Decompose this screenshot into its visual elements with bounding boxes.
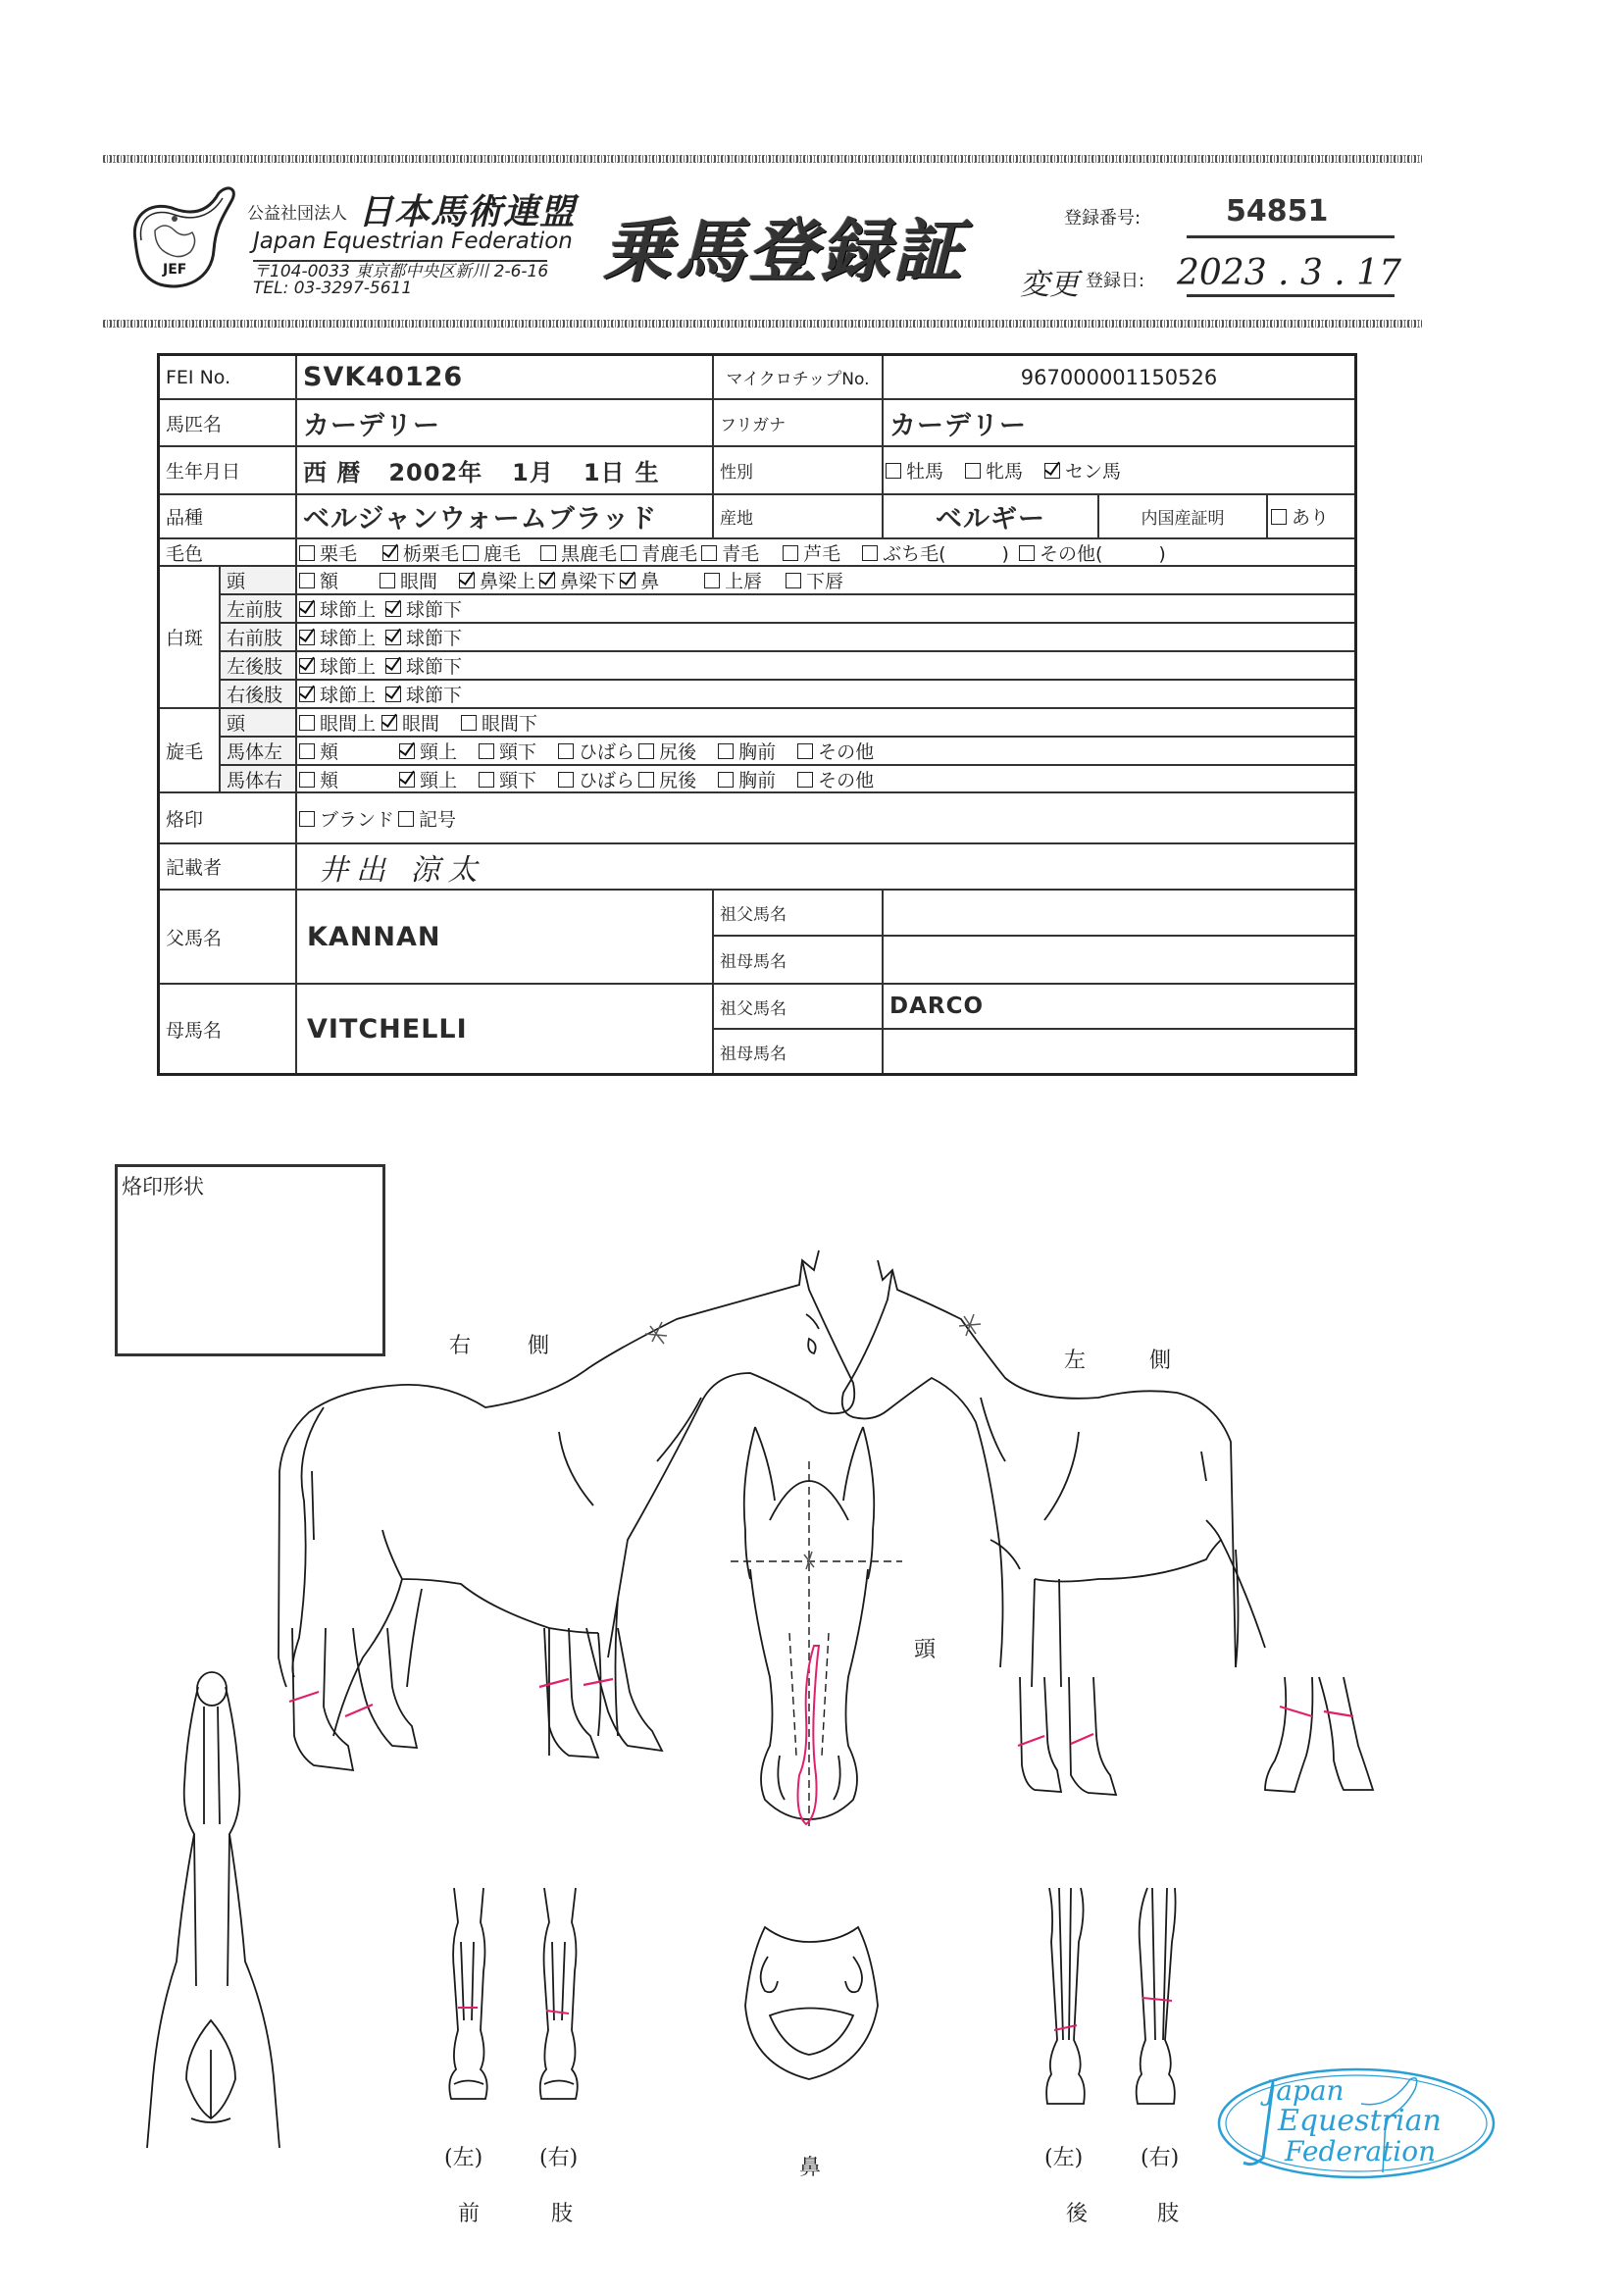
forelimb-left-label: (左) — [444, 2146, 483, 2170]
birth-label: 生年月日 — [160, 447, 297, 495]
whorl-option[interactable]: ひばら — [558, 766, 634, 792]
checked-checkbox-icon — [385, 658, 401, 674]
white-marks-part: 右後肢 — [221, 681, 297, 709]
dam-granddam-label: 祖母馬名 — [714, 1030, 884, 1073]
head-front-diagram — [726, 1422, 892, 1834]
whorl-option[interactable]: 眼間下 — [461, 709, 537, 736]
whorl-option[interactable]: 尻後 — [638, 738, 696, 764]
microchip-label: マイクロチップNo. — [714, 356, 884, 400]
forelimbs-diagram — [446, 1883, 593, 2109]
sire-grandsire-value — [884, 891, 1354, 937]
checkbox-icon — [965, 463, 981, 479]
color-option[interactable]: 鹿毛 — [463, 539, 521, 566]
checkbox-icon — [461, 715, 477, 731]
fei-value: SVK40126 — [297, 356, 714, 400]
whorl-option[interactable]: 頬 — [299, 766, 338, 792]
mark-option[interactable]: 球節上 — [299, 681, 376, 707]
checkbox-icon — [299, 772, 315, 788]
white-marks-part: 頭 — [221, 567, 297, 595]
microchip-value: 967000001150526 — [884, 356, 1354, 400]
mark-option[interactable]: 球節下 — [385, 681, 462, 707]
domestic-option[interactable]: あり — [1268, 495, 1354, 539]
checkbox-icon — [299, 715, 315, 731]
color-option[interactable]: 黒鹿毛 — [540, 539, 617, 566]
checkbox-icon — [299, 573, 315, 588]
whorls-left-options — [297, 738, 1354, 766]
dam-value: VITCHELLI — [297, 985, 714, 1073]
sire-granddam-value — [884, 937, 1354, 985]
checkbox-icon — [718, 772, 734, 788]
mark-option[interactable]: 鼻梁上 — [459, 567, 535, 593]
brand-label: 烙印 — [160, 793, 297, 844]
name-value: カーデリー — [297, 400, 714, 447]
head-label: 頭 — [914, 1638, 937, 1662]
hindlimb-caption-2: 肢 — [1157, 2202, 1180, 2226]
whorl-option[interactable]: その他 — [797, 738, 874, 764]
mark-option[interactable]: 鼻梁下 — [539, 567, 616, 593]
sex-options — [884, 447, 1354, 495]
checked-checkbox-icon — [299, 601, 315, 617]
whorl-option[interactable]: 胸前 — [718, 738, 776, 764]
brand-options — [297, 793, 1354, 844]
checkbox-icon — [704, 573, 720, 588]
reg-date-underline — [1187, 294, 1395, 297]
whorl-option[interactable]: 頸上 — [399, 738, 457, 764]
left-side-horse-legs — [1000, 1667, 1373, 1814]
birth-value — [297, 447, 714, 495]
furigana-label: フリガナ — [714, 400, 884, 447]
org-tel: TEL: 03-3297-5611 — [253, 279, 413, 298]
dam-granddam-value — [884, 1030, 1354, 1073]
white-marks-part: 左前肢 — [221, 595, 297, 624]
checked-checkbox-icon — [385, 601, 401, 617]
sex-label: 性別 — [714, 447, 884, 495]
white-marks-label: 白斑 — [160, 567, 221, 709]
checkbox-icon — [786, 573, 801, 588]
checkbox-icon — [797, 743, 813, 759]
color-options — [297, 539, 1354, 567]
whorl-option[interactable]: 胸前 — [718, 766, 776, 792]
color-option[interactable]: 栗毛 — [299, 539, 357, 566]
dam-grandsire-label: 祖父馬名 — [714, 985, 884, 1030]
checkbox-icon — [638, 772, 654, 788]
hindlimb-right-label: (右) — [1141, 2146, 1180, 2170]
mark-option[interactable]: 球節下 — [385, 624, 462, 650]
checkbox-icon — [398, 811, 414, 827]
whorls-head-options — [297, 709, 1354, 738]
reg-number-label: 登録番号: — [1064, 208, 1142, 229]
reg-number-underline — [1187, 235, 1395, 238]
checkbox-icon — [718, 743, 734, 759]
stamp-line-2: Equestrian — [1278, 2104, 1442, 2138]
recorder-signature: 井出 涼太 — [297, 844, 1354, 891]
checked-checkbox-icon — [299, 630, 315, 645]
checked-checkbox-icon — [620, 573, 635, 588]
color-option[interactable]: 青鹿毛 — [621, 539, 697, 566]
whorls-part: 馬体左 — [221, 738, 297, 766]
checkbox-icon — [862, 545, 878, 561]
mark-option[interactable]: 鼻 — [620, 567, 659, 593]
bottom-decorative-border — [103, 320, 1422, 328]
checkbox-icon — [299, 743, 315, 759]
logo-text: JEF — [163, 262, 187, 278]
mark-option[interactable]: 球節上 — [299, 624, 376, 650]
color-option[interactable]: 青毛 — [701, 539, 759, 566]
checked-checkbox-icon — [381, 715, 397, 731]
right-side-horse-legs — [275, 1618, 686, 1795]
whorl-option[interactable]: 眼間 — [381, 709, 439, 736]
checkbox-icon — [1271, 509, 1287, 525]
color-option[interactable]: その他( ) — [1019, 539, 1166, 566]
birth-year: 2002年 — [388, 459, 483, 486]
mark-option[interactable]: 眼間 — [380, 567, 437, 593]
sire-grandsire-label: 祖父馬名 — [714, 891, 884, 937]
birth-era: 西 暦 — [303, 459, 362, 486]
breed-label: 品種 — [160, 495, 297, 539]
white-marks-rf-options — [297, 624, 1354, 652]
mark-option[interactable]: 球節上 — [299, 652, 376, 679]
jef-stamp — [1214, 2065, 1498, 2182]
mark-option[interactable]: 球節上 — [299, 595, 376, 622]
checkbox-icon — [299, 811, 315, 827]
left-side-label-1: 左 — [1064, 1349, 1087, 1373]
sire-value: KANNAN — [297, 891, 714, 985]
checkbox-icon — [479, 743, 494, 759]
change-mark: 変更 — [1020, 268, 1079, 302]
checkbox-icon — [558, 772, 574, 788]
whorls-part: 頭 — [221, 709, 297, 738]
stamp-line-3: Federation — [1285, 2135, 1437, 2167]
white-marks-part: 右前肢 — [221, 624, 297, 652]
furigana-value: カーデリー — [884, 400, 1354, 447]
hindlimb-left-label: (左) — [1044, 2146, 1084, 2170]
org-address: 〒104-0033 東京都中央区新川 2-6-16 — [253, 262, 549, 281]
color-option[interactable]: ぶち毛( ) — [862, 539, 1009, 566]
hindlimb-caption-1: 後 — [1066, 2202, 1089, 2226]
checkbox-icon — [797, 772, 813, 788]
birth-day: 1日 — [583, 459, 626, 486]
mark-option[interactable]: 球節下 — [385, 652, 462, 679]
breed-value: ベルジャンウォームブラッド — [297, 495, 714, 539]
whorl-option[interactable]: 頸下 — [479, 738, 536, 764]
top-decorative-border — [103, 155, 1422, 163]
right-side-label-2: 側 — [528, 1334, 550, 1358]
white-marks-lh-options — [297, 652, 1354, 681]
checkbox-icon — [621, 545, 636, 561]
dam-label: 母馬名 — [160, 985, 297, 1073]
right-side-label-1: 右 — [449, 1334, 472, 1358]
mark-option[interactable]: 球節下 — [385, 595, 462, 622]
jef-logo — [126, 181, 243, 294]
whorl-option[interactable]: 眼間上 — [299, 709, 376, 736]
checked-checkbox-icon — [385, 630, 401, 645]
checked-checkbox-icon — [382, 545, 398, 561]
checked-checkbox-icon — [299, 658, 315, 674]
birth-suffix: 生 — [634, 459, 660, 486]
white-marks-lf-options — [297, 595, 1354, 624]
reg-date-label: 登録日: — [1086, 271, 1145, 291]
reg-number-value: 54851 — [1226, 194, 1329, 229]
checked-checkbox-icon — [399, 772, 415, 788]
white-marks-head-options — [297, 567, 1354, 595]
org-name-en: Japan Equestrian Federation — [253, 229, 573, 254]
reg-date-value: 2023 . 3 . 17 — [1177, 253, 1401, 293]
brand-option[interactable]: ブランド — [299, 805, 394, 832]
color-option[interactable]: 芦毛 — [783, 539, 840, 566]
brand-option[interactable]: 記号 — [398, 805, 456, 832]
sire-granddam-label: 祖母馬名 — [714, 937, 884, 985]
color-option[interactable]: 栃栗毛 — [382, 539, 459, 566]
checked-checkbox-icon — [459, 573, 475, 588]
checkbox-icon — [540, 545, 556, 561]
mark-option[interactable]: 上唇 — [704, 567, 762, 593]
sire-label: 父馬名 — [160, 891, 297, 985]
checkbox-icon — [299, 545, 315, 561]
checked-checkbox-icon — [399, 743, 415, 759]
forelimb-right-label: (右) — [539, 2146, 579, 2170]
org-name-jp: 日本馬術連盟 — [358, 192, 577, 232]
whorls-label: 旋毛 — [160, 709, 221, 793]
domestic-label: 内国産証明 — [1099, 495, 1268, 539]
whorl-option[interactable]: 頸上 — [399, 766, 457, 792]
nose-diagram — [740, 1917, 888, 2084]
checkbox-icon — [479, 772, 494, 788]
top-view-diagram — [147, 1657, 294, 2148]
name-label: 馬匹名 — [160, 400, 297, 447]
dam-grandsire-value: DARCO — [884, 985, 1354, 1030]
whorl-option[interactable]: 頸下 — [479, 766, 536, 792]
color-label: 毛色 — [160, 539, 297, 567]
forelimb-caption-1: 前 — [458, 2202, 481, 2226]
whorl-option[interactable]: ひばら — [558, 738, 634, 764]
checkbox-icon — [886, 463, 901, 479]
white-marks-part: 左後肢 — [221, 652, 297, 681]
checkbox-icon — [701, 545, 717, 561]
origin-value: ベルギー — [884, 495, 1099, 539]
checkbox-icon — [1019, 545, 1035, 561]
checked-checkbox-icon — [539, 573, 555, 588]
sex-option-stallion[interactable]: 牡馬 — [886, 457, 943, 484]
document-title: 乗馬登録証 — [603, 211, 966, 291]
checked-checkbox-icon — [1044, 463, 1060, 479]
checked-checkbox-icon — [385, 687, 401, 702]
sex-option-mare[interactable]: 牝馬 — [965, 457, 1023, 484]
recorder-label: 記載者 — [160, 844, 297, 891]
origin-label: 産地 — [714, 495, 884, 539]
sex-option-gelding[interactable]: セン馬 — [1044, 457, 1121, 484]
checkbox-icon — [380, 573, 395, 588]
whorl-option[interactable]: 尻後 — [638, 766, 696, 792]
checked-checkbox-icon — [299, 687, 315, 702]
brand-shape-label: 烙印形状 — [122, 1175, 204, 1198]
whorls-part: 馬体右 — [221, 766, 297, 793]
whorl-option[interactable]: その他 — [797, 766, 874, 792]
mark-option[interactable]: 下唇 — [786, 567, 843, 593]
whorl-option[interactable]: 頬 — [299, 738, 338, 764]
checkbox-icon — [558, 743, 574, 759]
fei-label: FEI No. — [160, 356, 297, 400]
org-type: 公益社団法人 — [247, 204, 347, 224]
checkbox-icon — [463, 545, 479, 561]
forelimb-caption-2: 肢 — [551, 2202, 574, 2226]
birth-month: 1月 — [512, 459, 554, 486]
white-marks-rh-options — [297, 681, 1354, 709]
hindlimbs-diagram — [1040, 1883, 1196, 2109]
registration-table — [157, 353, 1357, 1076]
checkbox-icon — [638, 743, 654, 759]
mark-option[interactable]: 額 — [299, 567, 338, 593]
checkbox-icon — [783, 545, 798, 561]
stamp-line-1: Japan — [1265, 2074, 1345, 2107]
whorls-right-options — [297, 766, 1354, 793]
nose-label: 鼻 — [799, 2156, 822, 2180]
left-side-label-2: 側 — [1149, 1349, 1172, 1373]
